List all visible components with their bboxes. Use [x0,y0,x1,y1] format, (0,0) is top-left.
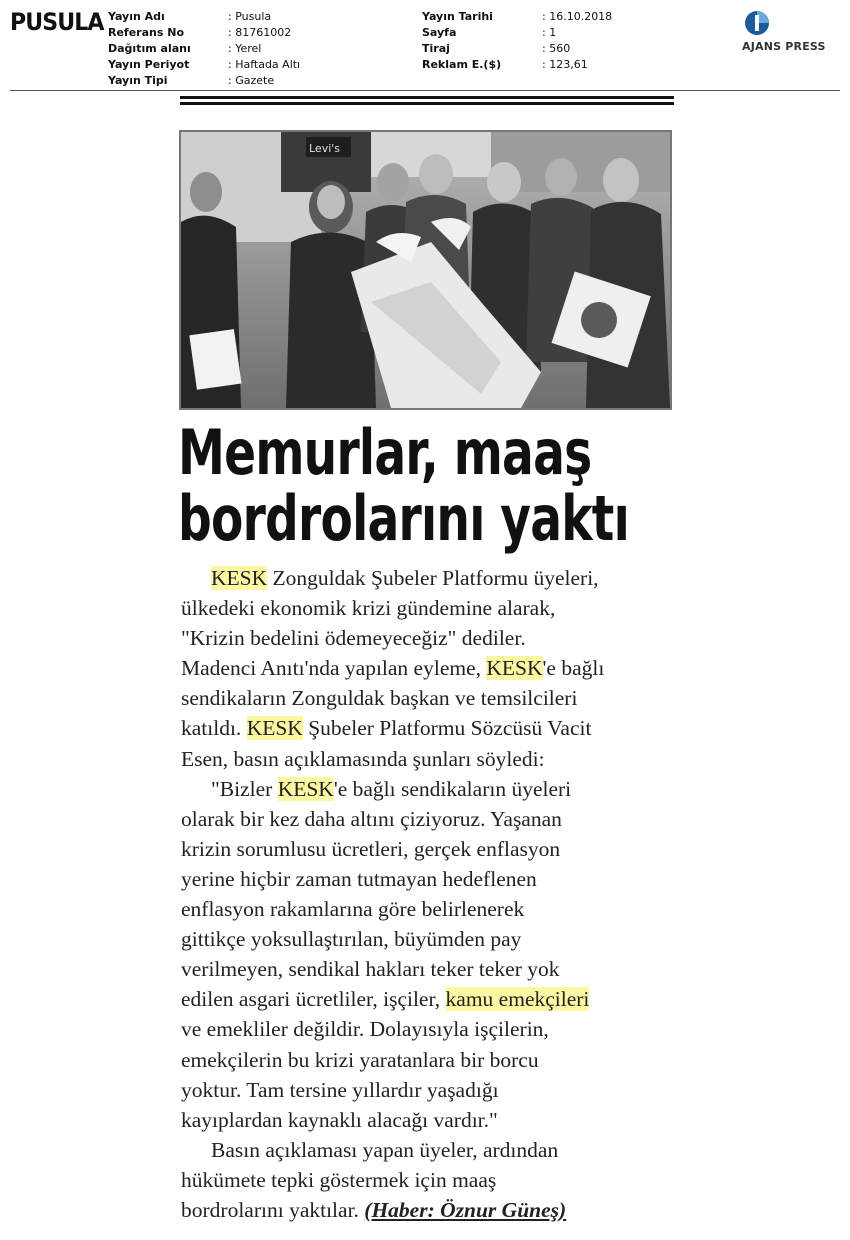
meta-value: : 16.10.2018 [542,10,613,23]
meta-row [422,57,612,73]
body-text: katıldı. [181,716,247,741]
body-line [181,774,681,804]
body-line: ve emekliler değildir. Dolayısıyla işçilerin, [181,1017,549,1042]
header-divider [10,90,840,91]
meta-value: : Pusula [228,10,272,23]
meta-value: : Gazete [228,74,275,87]
meta-label: Reklam E.($) [422,58,502,71]
meta-label: Yayın Periyot [108,58,190,71]
agency-logo-icon [744,10,770,36]
body-text: 'e bağlı sendikaların üyeleri [333,776,572,801]
body-line: yoktur. Tam tersine yıllardır yaşadığı [181,1077,499,1102]
meta-label: Yayın Adı [108,10,165,23]
body-text: edilen asgari ücretliler, işçiler, [181,987,446,1012]
meta-row [108,41,300,57]
body-line: ülkedeki ekonomik krizi gündemine alarak, [181,596,556,621]
agency-name: AJANS PRESS [742,40,826,53]
meta-value: : 560 [542,42,571,55]
svg-text:Levi's: Levi's [309,142,341,155]
meta-value: : 1 [542,26,557,39]
highlight-keyword: KESK [246,716,303,741]
meta-label: Dağıtım alanı [108,42,191,55]
meta-label: Yayın Tipi [108,74,168,87]
publication-meta-right [422,9,612,73]
article-body [181,563,681,1225]
meta-row [108,57,300,73]
meta-label: Yayın Tarihi [422,10,493,23]
body-line: Esen, basın açıklamasında şunları söyledi: [181,746,545,771]
publication-logo: PUSULA [10,8,104,36]
meta-value: : Yerel [228,42,262,55]
body-text: bordrolarını yaktılar. [181,1197,365,1222]
headline-line: bordrolarını yaktı [178,482,629,555]
highlight-keyword: KESK [486,656,543,681]
article-credit: (Haber: Öznur Güneş) [364,1197,567,1222]
body-text: 'e bağlı [542,656,605,681]
body-line: yerine hiçbir zaman tutmayan hedeflenen [181,866,537,891]
body-line [181,984,681,1014]
body-line [181,563,681,593]
meta-row [108,73,300,89]
body-text: Madenci Anıtı'nda yapılan eyleme, [181,656,487,681]
meta-row [108,25,300,41]
meta-row [422,25,612,41]
body-line: gittikçe yoksullaştırılan, büyümden pay [181,927,522,952]
body-line: hükümete tepki göstermek için maaş [181,1167,497,1192]
body-line: enflasyon rakamlarına göre belirlenerek [181,897,525,922]
body-line [181,713,681,743]
body-line: kayıplardan kaynaklı alacağı vardır." [181,1107,498,1132]
protest-photo-illustration [181,132,670,408]
meta-label: Sayfa [422,26,457,39]
body-text: Zonguldak Şubeler Platformu üyeleri, [267,566,599,590]
highlight-keyword: kamu emekçileri [445,987,590,1012]
body-line: krizin sorumlusu ücretleri, gerçek enflasyon [181,836,561,861]
body-text: Şubeler Platformu Sözcüsü Vacit [302,716,592,741]
body-text: "Bizler [211,776,278,801]
meta-row [108,9,300,25]
body-line: olarak bir kez daha altını çiziyoruz. Yaşanan [181,806,562,831]
meta-value: : Haftada Altı [228,58,301,71]
publication-meta-left [108,9,300,89]
highlight-keyword: KESK [211,566,268,590]
body-line [181,653,681,683]
highlight-keyword: KESK [277,776,334,801]
article-top-rule [180,102,674,105]
news-photo [179,130,672,410]
body-line: sendikaların Zonguldak başkan ve temsilcileri [181,686,578,711]
meta-row [422,9,612,25]
meta-label: Referans No [108,26,184,39]
agency-branding [744,10,844,53]
body-line: Basın açıklaması yapan üyeler, ardından [211,1137,559,1162]
article-top-rule [180,96,674,99]
meta-value: : 81761002 [228,26,292,39]
body-line: verilmeyen, sendikal hakları teker teker yok [181,957,560,982]
body-line [181,1195,681,1225]
body-line: emekçilerin bu krizi yaratanlara bir borcu [181,1047,539,1072]
headline-line: Memurlar, maaş [178,416,592,489]
meta-row [422,41,612,57]
meta-label: Tiraj [422,42,450,55]
article-headline [178,416,629,555]
meta-value: : 123,61 [542,58,588,71]
body-line: "Krizin bedelini ödemeyeceğiz" dediler. [181,626,526,651]
